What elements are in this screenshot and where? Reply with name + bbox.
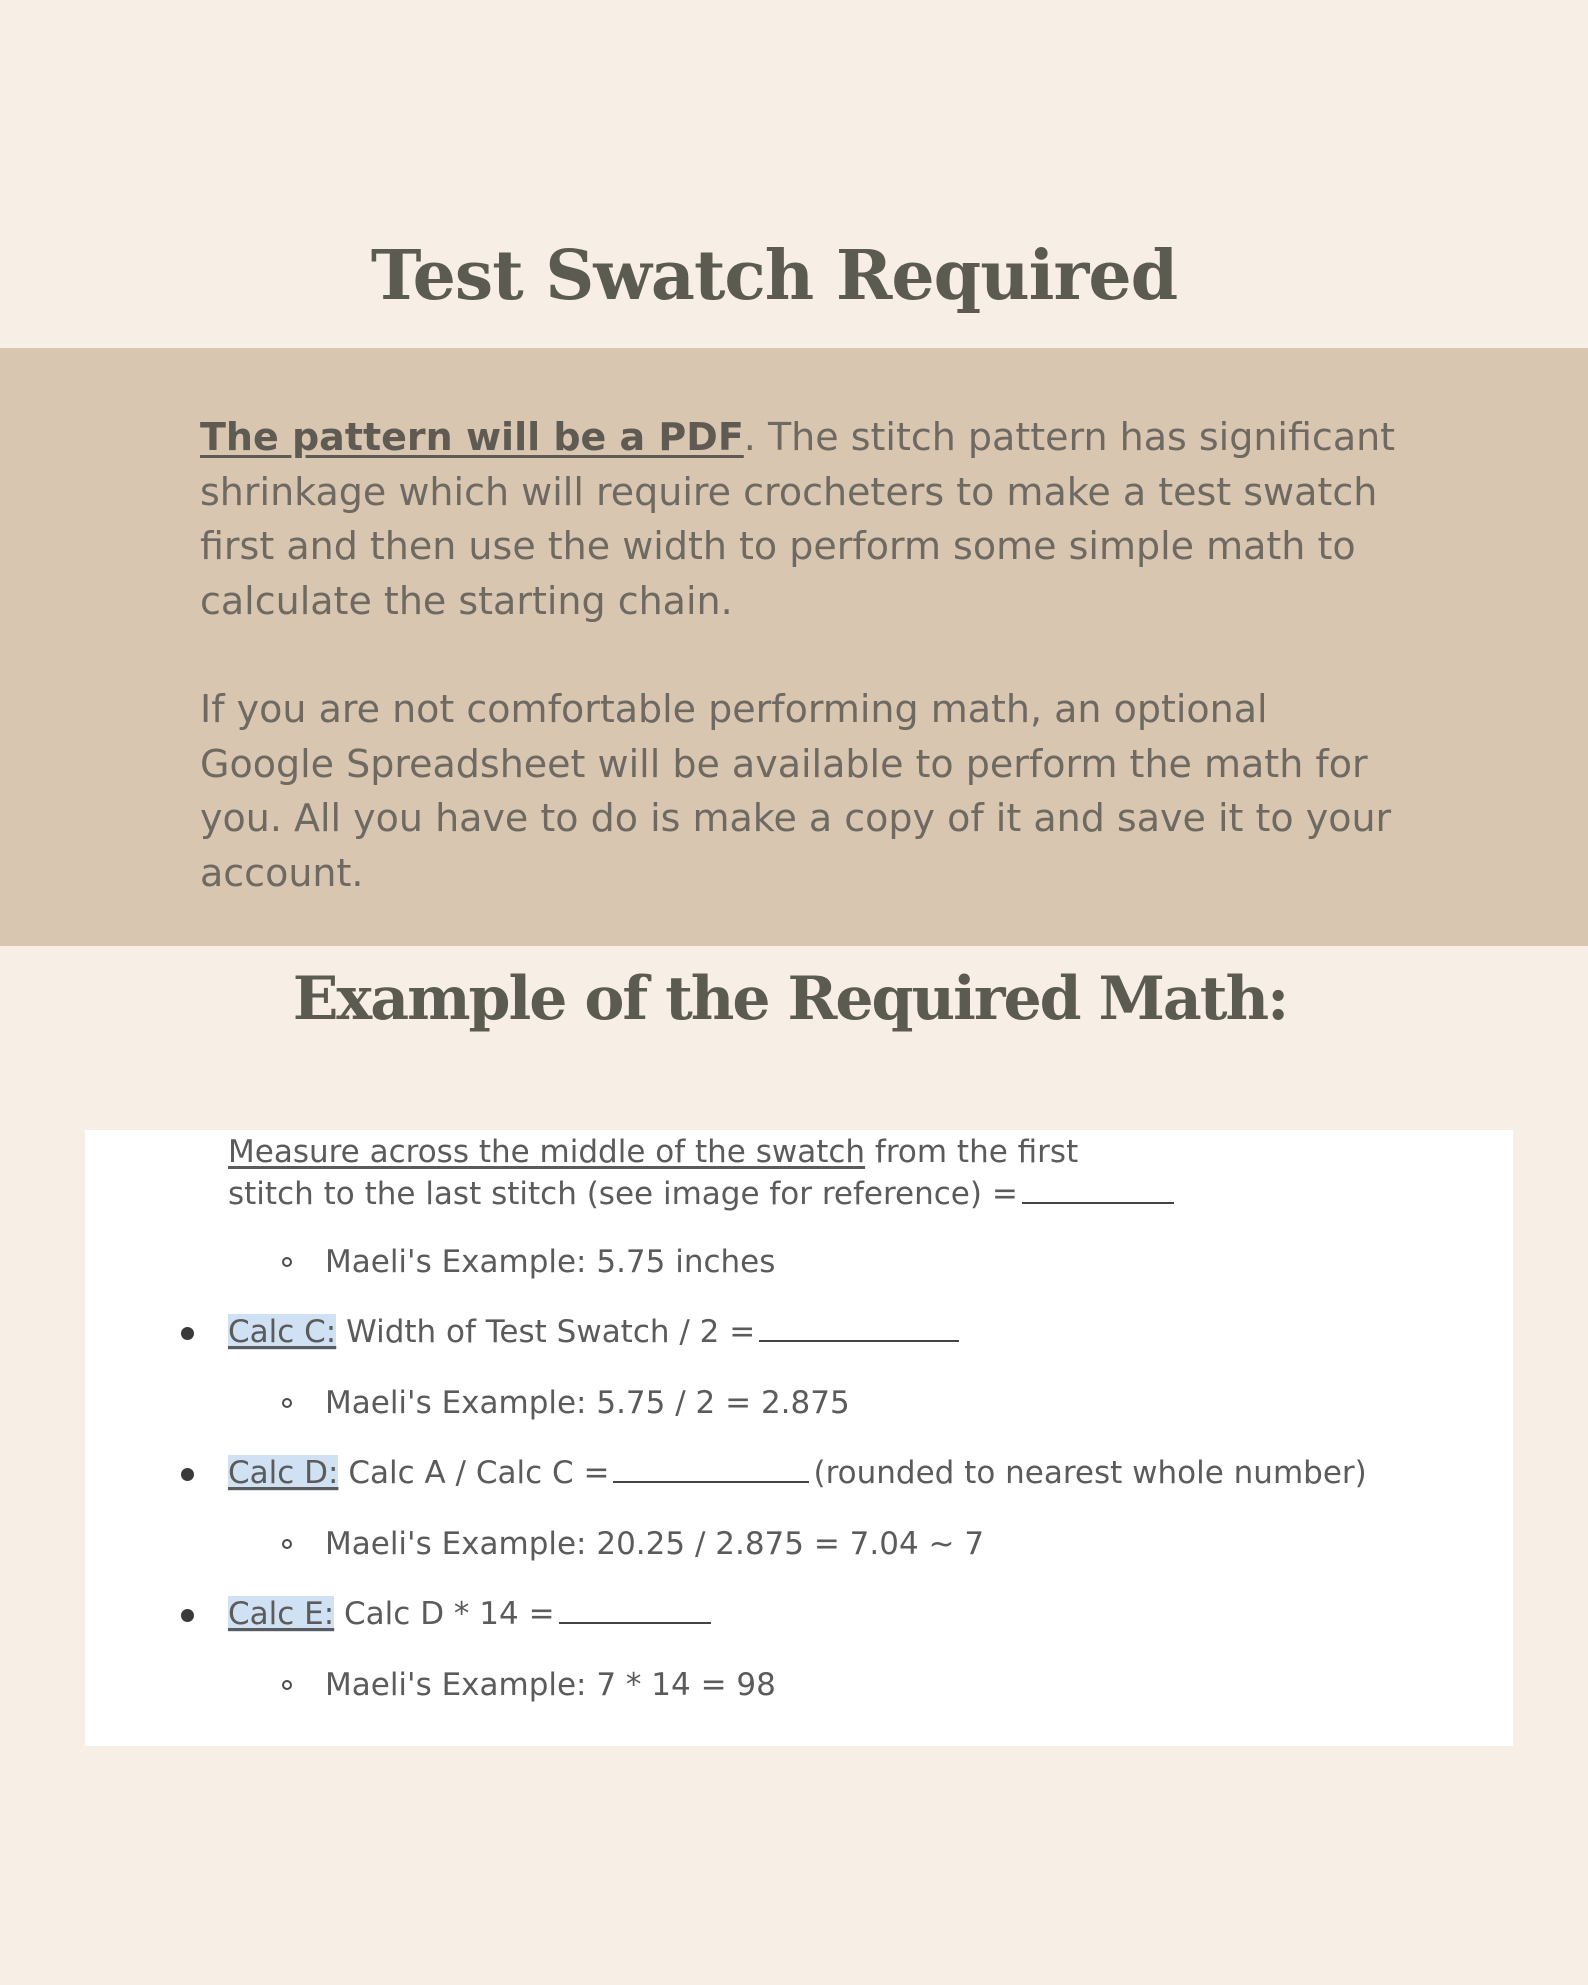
sub-bullet-icon xyxy=(282,1680,292,1690)
example-2: Maeli's Example: 5.75 / 2 = 2.875 xyxy=(325,1385,850,1421)
calc-d-blank xyxy=(613,1480,809,1483)
sub-bullet-icon xyxy=(282,1257,292,1267)
measure-blank xyxy=(1022,1201,1174,1204)
calc-d-label: Calc D: xyxy=(228,1455,339,1491)
example-1: Maeli's Example: 5.75 inches xyxy=(325,1244,776,1280)
calc-c-line xyxy=(228,1312,959,1352)
calc-e-text: Calc D * 14 = xyxy=(334,1596,555,1632)
calc-c-text: Width of Test Swatch / 2 = xyxy=(336,1314,756,1350)
sub-bullet-icon xyxy=(282,1539,292,1549)
page-title: Test Swatch Required xyxy=(370,236,1178,316)
bullet-icon xyxy=(181,1468,194,1481)
intro-paragraph-2: If you are not comfortable performing math, an optional Google Spreadsheet will be available to perform the math for you. All you have to do is make a copy of it and save it to your account. xyxy=(200,687,1392,895)
example-3: Maeli's Example: 20.25 / 2.875 = 7.04 ~ 7 xyxy=(325,1526,985,1562)
calc-e-blank xyxy=(559,1621,711,1624)
pdf-note: The pattern will be a PDF xyxy=(200,415,744,459)
calc-e-label: Calc E: xyxy=(228,1596,335,1632)
section-title: Example of the Required Math: xyxy=(292,964,1288,1034)
measure-line-1 xyxy=(228,1132,1078,1172)
bullet-icon xyxy=(181,1327,194,1340)
measure-line-2 xyxy=(228,1174,1174,1214)
math-example-card xyxy=(85,1130,1513,1746)
measure-instruction-rest: from the first xyxy=(865,1134,1079,1170)
bullet-icon xyxy=(181,1609,194,1622)
example-4: Maeli's Example: 7 * 14 = 98 xyxy=(325,1667,776,1703)
sub-bullet-icon xyxy=(282,1398,292,1408)
intro-paragraph-1 xyxy=(200,410,1400,628)
intro-paragraph-1-text: . The stitch pattern has significant shrinkage which will require crocheters to make a test swatch first and then use the width to perform some simple math to calculate the starting chain. xyxy=(200,415,1396,623)
calc-e-line xyxy=(228,1594,711,1634)
calc-c-label: Calc C: xyxy=(228,1314,337,1350)
measure-instruction: Measure across the middle of the swatch xyxy=(228,1134,866,1170)
intro-band xyxy=(0,348,1588,946)
calc-d-text: Calc A / Calc C = xyxy=(338,1455,610,1491)
calc-c-blank xyxy=(759,1339,959,1342)
calc-d-line xyxy=(228,1453,1367,1493)
measure-instruction-line2: stitch to the last stitch (see image for reference) = xyxy=(228,1176,1018,1212)
calc-d-note: (rounded to nearest whole number) xyxy=(813,1455,1367,1491)
